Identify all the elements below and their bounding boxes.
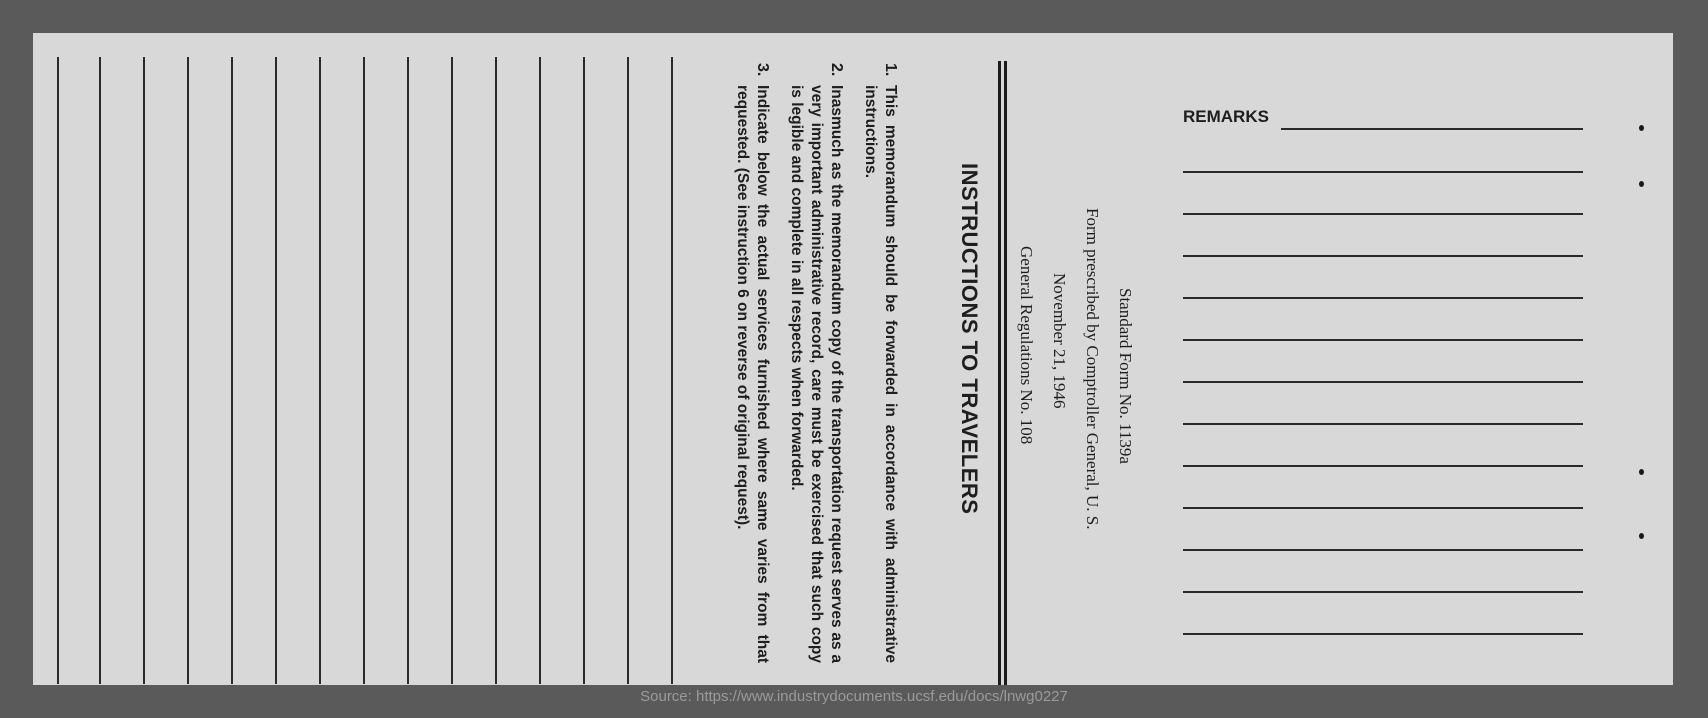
form-regulations: General Regulations No. 108 xyxy=(1017,246,1036,445)
column-rule xyxy=(187,57,189,684)
punch-dot xyxy=(1639,533,1644,539)
remarks-line[interactable] xyxy=(1281,128,1583,130)
instruction-text: This memorandum should be forwarded in accordance with administrative instructions. xyxy=(862,85,899,663)
instructions-list xyxy=(718,63,900,663)
remarks-line[interactable] xyxy=(1183,549,1583,551)
instruction-number: 2. xyxy=(828,63,845,77)
source-caption: Source: https://www.industrydocuments.ucsf.edu/docs/lnwg0227 xyxy=(640,688,1068,705)
remarks-line[interactable] xyxy=(1183,465,1583,467)
column-rule xyxy=(363,57,365,684)
instruction-number: 3. xyxy=(754,63,771,77)
column-rule xyxy=(495,57,497,684)
instruction-text: Inasmuch as the memorandum copy of the transportation request serves as a very important administrative record, care must be exercised that such copy is legible and complete in all respects when forwarded. xyxy=(788,85,845,663)
column-rule xyxy=(99,57,101,684)
instruction-item xyxy=(860,63,900,663)
form-date: November 21, 1946 xyxy=(1050,273,1069,409)
form-sheet xyxy=(33,33,1673,685)
instruction-item xyxy=(786,63,846,663)
form-prescribed-by: Form prescribed by Comptroller General, U. S. xyxy=(1083,208,1102,530)
column-rule xyxy=(231,57,233,684)
column-rule xyxy=(583,57,585,684)
remarks-line[interactable] xyxy=(1183,423,1583,425)
punch-dot xyxy=(1639,469,1644,475)
column-rule xyxy=(143,57,145,684)
column-rule xyxy=(319,57,321,684)
column-rule xyxy=(539,57,541,684)
form-number: Standard Form No. 1139a xyxy=(1116,288,1135,464)
remarks-line[interactable] xyxy=(1183,591,1583,593)
remarks-label: REMARKS xyxy=(1183,107,1269,126)
column-rule xyxy=(57,57,59,684)
remarks-line[interactable] xyxy=(1183,381,1583,383)
punch-dot xyxy=(1639,125,1644,131)
remarks-line[interactable] xyxy=(1183,171,1583,173)
instruction-number: 1. xyxy=(882,63,899,77)
instruction-text: Indicate below the actual services furnished where same varies from that requested. (See instruction 6 on reverse of original request). xyxy=(734,85,771,663)
column-rule xyxy=(451,57,453,684)
remarks-section xyxy=(1183,107,1583,127)
instructions-title: INSTRUCTIONS TO TRAVELERS xyxy=(957,163,982,515)
remarks-line[interactable] xyxy=(1183,339,1583,341)
column-rule xyxy=(275,57,277,684)
column-rule xyxy=(671,57,673,684)
punch-dot xyxy=(1639,181,1644,187)
divider-rule xyxy=(998,61,1007,685)
column-rule xyxy=(407,57,409,684)
remarks-line[interactable] xyxy=(1183,633,1583,635)
remarks-line[interactable] xyxy=(1183,255,1583,257)
remarks-line[interactable] xyxy=(1183,213,1583,215)
form-info xyxy=(1010,208,1142,530)
remarks-line[interactable] xyxy=(1183,297,1583,299)
ruled-columns xyxy=(57,57,677,684)
remarks-line[interactable] xyxy=(1183,507,1583,509)
column-rule xyxy=(627,57,629,684)
instruction-item xyxy=(732,63,772,663)
